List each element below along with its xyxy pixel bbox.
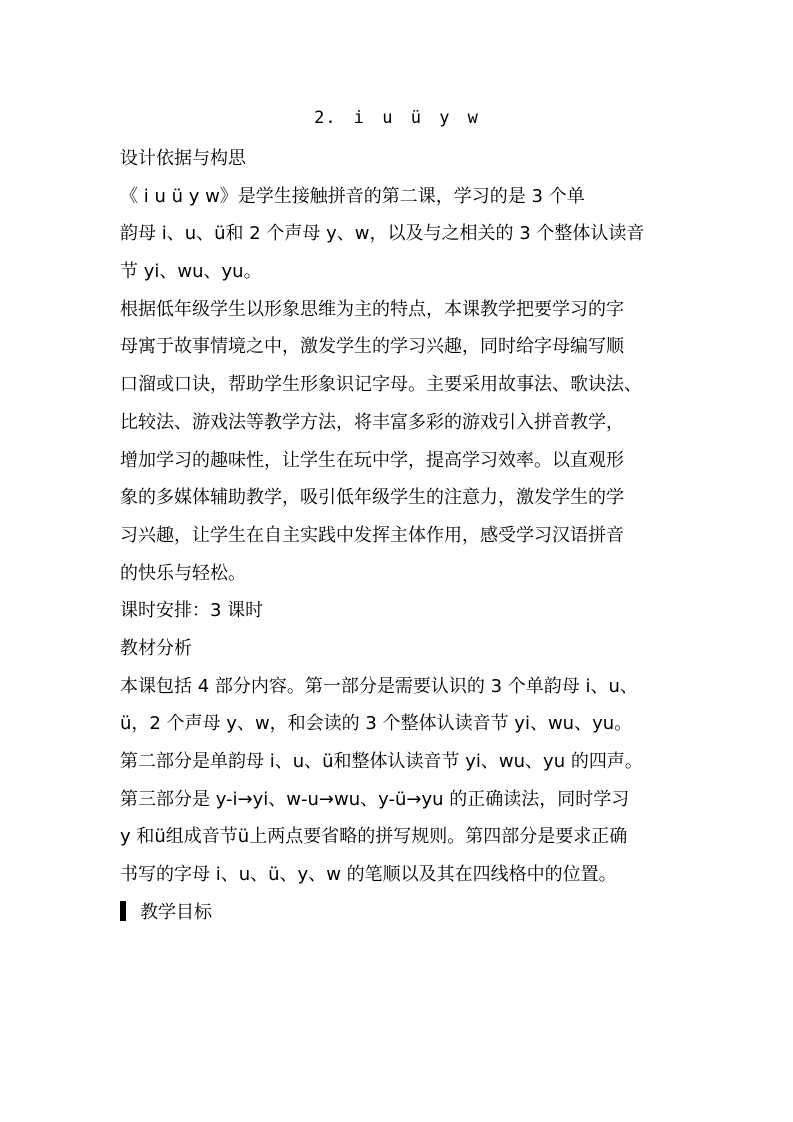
lesson-title: 2. i u ü y w (314, 108, 479, 128)
paragraph-line: 《 i u ü y w》是学生接触拼音的第二课，学习的是 3 个单 (120, 185, 585, 207)
paragraph-line: 第三部分是 y-i→yi、w-u→wu、y-ü→yu 的正确读法，同时学习 (120, 788, 630, 810)
paragraph-line: 第二部分是单韵母 i、u、ü和整体认读音节 yi、wu、yu 的四声。 (120, 751, 643, 772)
paragraph-line: 本课包括 4 部分内容。第一部分是需要认识的 3 个单韵母 i、u、 (120, 675, 638, 697)
section-heading-teaching-goals (120, 894, 676, 932)
paragraph-line: 象的多媒体辅助教学，吸引低年级学生的注意力，激发学生的学 (120, 487, 624, 509)
document-body (120, 140, 676, 931)
class-hours: 课时安排：3 课时 (120, 600, 264, 622)
section-marker-icon (120, 901, 126, 921)
paragraph-line: 根据低年级学生以形象思维为主的特点，本课教学把要学习的字 (120, 298, 624, 320)
section-heading-text: 教学目标 (140, 901, 212, 923)
heading-design-basis: 设计依据与构思 (120, 148, 246, 169)
paragraph-line: y 和ü组成音节ü上两点要省略的拼写规则。第四部分是要求正确 (120, 826, 628, 848)
paragraph-line: 增加学习的趣味性，让学生在玩中学，提高学习效率。以直观形 (120, 449, 624, 471)
paragraph-line: 书写的字母 i、u、ü、y、w 的笔顺以及其在四线格中的位置。 (120, 864, 617, 886)
paragraph-line: 节 yi、wu、yu。 (120, 261, 262, 283)
paragraph-line: ü，2 个声母 y、w，和会读的 3 个整体认读音节 yi、wu、yu。 (120, 713, 633, 735)
paragraph-line: 的快乐与轻松。 (120, 562, 246, 584)
heading-material-analysis: 教材分析 (120, 637, 192, 659)
paragraph-line: 比较法、游戏法等教学方法，将丰富多彩的游戏引入拼音教学， (120, 411, 624, 433)
paragraph-line: 习兴趣，让学生在自主实践中发挥主体作用，感受学习汉语拼音 (120, 524, 624, 546)
paragraph-line: 母寓于故事情境之中，激发学生的学习兴趣，同时给字母编写顺 (120, 336, 624, 358)
paragraph-line: 韵母 i、u、ü和 2 个声母 y、w，以及与之相关的 3 个整体认读音 (120, 223, 645, 245)
paragraph-line: 口溜或口诀，帮助学生形象识记字母。主要采用故事法、歌诀法、 (120, 374, 642, 396)
